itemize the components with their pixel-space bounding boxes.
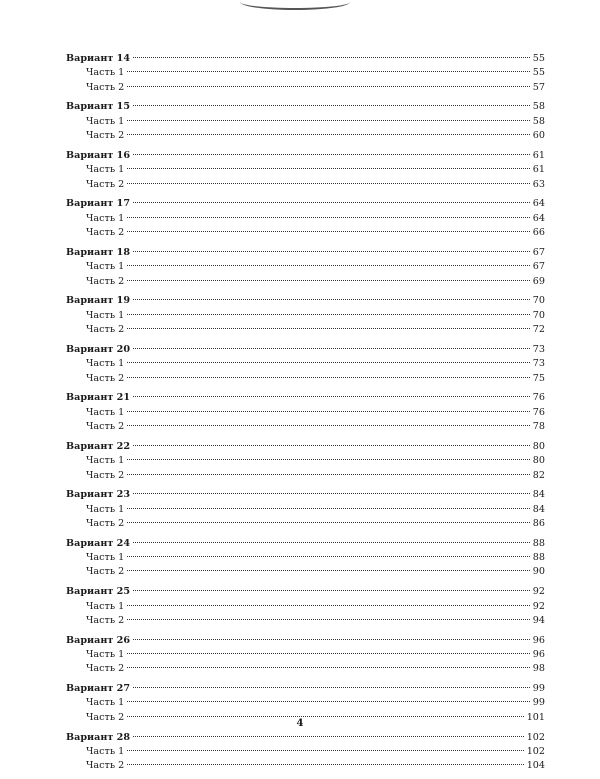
toc-part-entry-label: Часть 1 — [86, 67, 125, 79]
toc-part-entry-page-number: 84 — [532, 503, 545, 515]
toc-section — [66, 440, 545, 483]
dot-leader — [133, 154, 530, 155]
toc-variant-entry-label: Вариант 18 — [66, 246, 131, 258]
toc-variant-entry[interactable] — [66, 537, 545, 551]
toc-part-entry-page-number: 64 — [532, 212, 545, 224]
toc-part-entry-page-number: 55 — [532, 67, 545, 79]
toc-section — [66, 343, 545, 386]
toc-part-entry-page-number: 67 — [532, 261, 545, 273]
toc-variant-entry[interactable] — [66, 246, 545, 260]
toc-variant-entry[interactable] — [66, 294, 545, 308]
dot-leader — [127, 570, 530, 571]
toc-variant-entry-page-number: 96 — [532, 634, 545, 646]
toc-section — [66, 246, 545, 289]
toc-part-entry[interactable] — [66, 662, 545, 676]
toc-variant-entry-page-number: 102 — [526, 731, 545, 743]
toc-part-entry-label: Часть 2 — [86, 663, 125, 675]
dot-leader — [133, 105, 530, 106]
toc-part-entry[interactable] — [66, 178, 545, 192]
dot-leader — [127, 667, 530, 668]
toc-part-entry-page-number: 94 — [532, 614, 545, 626]
toc-section — [66, 391, 545, 434]
toc-part-entry-label: Часть 1 — [86, 261, 125, 273]
dot-leader — [133, 299, 530, 300]
dot-leader — [133, 202, 530, 203]
toc-variant-entry-page-number: 88 — [532, 537, 545, 549]
toc-variant-entry-page-number: 55 — [532, 53, 545, 64]
toc-variant-entry[interactable] — [66, 682, 545, 696]
toc-variant-entry-page-number: 84 — [532, 489, 545, 501]
toc-part-entry-page-number: 90 — [532, 566, 545, 578]
toc-part-entry-label: Часть 2 — [86, 227, 125, 239]
toc-part-entry-label: Часть 1 — [86, 600, 125, 612]
dot-leader — [127, 474, 530, 475]
toc-variant-entry-page-number: 76 — [532, 392, 545, 404]
dot-leader — [133, 396, 530, 397]
toc-part-entry[interactable] — [66, 600, 545, 614]
toc-part-entry[interactable] — [66, 163, 545, 177]
dot-leader — [133, 445, 530, 446]
toc-part-entry-page-number: 86 — [532, 518, 545, 529]
dot-leader — [127, 701, 530, 702]
dot-leader — [127, 716, 523, 717]
dot-leader — [133, 736, 524, 737]
toc-part-entry[interactable] — [66, 212, 545, 226]
toc-section — [66, 634, 545, 677]
toc-part-entry-page-number: 70 — [532, 309, 545, 321]
toc-part-entry-page-number: 96 — [532, 649, 545, 661]
toc-variant-entry-label: Вариант 15 — [66, 101, 131, 113]
toc-part-entry-label: Часть 2 — [86, 81, 125, 93]
dot-leader — [133, 57, 530, 58]
toc-part-entry-page-number: 98 — [532, 663, 545, 675]
toc-part-entry-label: Часть 1 — [86, 552, 125, 564]
toc-variant-entry[interactable] — [66, 731, 545, 745]
toc-part-entry-label: Часть 2 — [86, 614, 125, 626]
toc-variant-entry[interactable] — [66, 391, 545, 405]
toc-part-entry-page-number: 61 — [532, 164, 545, 176]
dot-leader — [133, 493, 530, 494]
toc-part-entry[interactable] — [66, 115, 545, 129]
toc-part-entry[interactable] — [66, 551, 545, 565]
toc-part-entry[interactable] — [66, 648, 545, 662]
toc-part-entry[interactable] — [66, 357, 545, 371]
toc-part-entry-page-number: 80 — [532, 455, 545, 467]
dot-leader — [127, 508, 530, 509]
dot-leader — [127, 265, 530, 266]
toc-part-entry-page-number: 82 — [532, 469, 545, 481]
toc-part-entry-page-number: 63 — [532, 178, 545, 190]
toc-section — [66, 488, 545, 531]
dot-leader — [127, 653, 530, 654]
dot-leader — [127, 280, 530, 281]
toc-variant-entry-page-number: 99 — [532, 683, 545, 695]
dot-leader — [127, 168, 530, 169]
toc-section — [66, 294, 545, 337]
toc-variant-entry-label: Вариант 20 — [66, 343, 131, 355]
toc-variant-entry-page-number: 80 — [532, 440, 545, 452]
toc-section — [66, 585, 545, 628]
toc-part-entry-label: Часть 1 — [86, 455, 125, 467]
toc-part-entry-label: Часть 2 — [86, 518, 125, 529]
toc-section — [66, 537, 545, 580]
toc-part-entry[interactable] — [66, 260, 545, 274]
toc-part-entry[interactable] — [66, 614, 545, 628]
toc-part-entry-label: Часть 1 — [86, 697, 125, 709]
dot-leader — [127, 134, 530, 135]
dot-leader — [127, 764, 523, 765]
toc-part-entry[interactable] — [66, 323, 545, 337]
toc-variant-entry-label: Вариант 19 — [66, 295, 131, 307]
toc-variant-entry-label: Вариант 17 — [66, 198, 131, 210]
toc-variant-entry-label: Вариант 27 — [66, 683, 131, 695]
toc-part-entry-label: Часть 2 — [86, 760, 125, 772]
toc-part-entry-label: Часть 2 — [86, 178, 125, 190]
dot-leader — [127, 362, 530, 363]
toc-part-entry-label: Часть 1 — [86, 212, 125, 224]
toc-part-entry-label: Часть 2 — [86, 711, 125, 723]
toc-variant-entry-label: Вариант 25 — [66, 586, 131, 598]
toc-part-entry[interactable] — [66, 503, 545, 517]
dot-leader — [127, 183, 530, 184]
toc-variant-entry-label: Вариант 16 — [66, 149, 131, 161]
toc-part-entry-label: Часть 2 — [86, 324, 125, 336]
toc-variant-entry-page-number: 70 — [532, 295, 545, 307]
toc-part-entry[interactable] — [66, 745, 545, 759]
dot-leader — [133, 590, 530, 591]
toc-part-entry-label: Часть 1 — [86, 115, 125, 127]
dot-leader — [133, 639, 530, 640]
toc-part-entry[interactable] — [66, 759, 545, 773]
toc-part-entry[interactable] — [66, 469, 545, 483]
toc-part-entry-label: Часть 2 — [86, 469, 125, 481]
toc-part-entry[interactable] — [66, 81, 545, 95]
toc-part-entry-page-number: 66 — [532, 227, 545, 239]
dot-leader — [133, 542, 530, 543]
dot-leader — [127, 328, 530, 329]
toc-section — [66, 52, 545, 95]
toc-part-entry-page-number: 72 — [532, 324, 545, 336]
dot-leader — [133, 251, 530, 252]
toc-part-entry[interactable] — [66, 309, 545, 323]
toc-part-entry[interactable] — [66, 226, 545, 240]
toc-part-entry[interactable] — [66, 129, 545, 143]
toc-part-entry-page-number: 58 — [532, 115, 545, 127]
dot-leader — [127, 605, 530, 606]
toc-part-entry[interactable] — [66, 372, 545, 386]
toc-part-entry[interactable] — [66, 406, 545, 420]
toc-variant-entry-page-number: 61 — [532, 149, 545, 161]
dot-leader — [127, 750, 523, 751]
dot-leader — [127, 619, 530, 620]
toc-variant-entry-label: Вариант 28 — [66, 731, 131, 743]
toc-part-entry-label: Часть 2 — [86, 275, 125, 287]
toc-variant-entry-page-number: 67 — [532, 246, 545, 258]
toc-part-entry-page-number: 102 — [526, 745, 545, 757]
toc-section — [66, 731, 545, 774]
toc-part-entry-page-number: 73 — [532, 358, 545, 370]
toc-variant-entry-page-number: 64 — [532, 198, 545, 210]
dot-leader — [127, 522, 530, 523]
toc-part-entry[interactable] — [66, 454, 545, 468]
toc-variant-entry[interactable] — [66, 634, 545, 648]
toc-part-entry-label: Часть 1 — [86, 503, 125, 515]
dot-leader — [127, 314, 530, 315]
toc-variant-entry[interactable] — [66, 149, 545, 163]
toc-part-entry-label: Часть 1 — [86, 406, 125, 418]
toc-part-entry-label: Часть 1 — [86, 309, 125, 321]
dot-leader — [127, 459, 530, 460]
table-of-contents — [66, 52, 545, 779]
dot-leader — [133, 687, 530, 688]
dot-leader — [127, 556, 530, 557]
dot-leader — [127, 411, 530, 412]
dot-leader — [127, 217, 530, 218]
toc-part-entry-page-number: 88 — [532, 552, 545, 564]
toc-part-entry[interactable] — [66, 275, 545, 289]
toc-part-entry-label: Часть 1 — [86, 649, 125, 661]
toc-variant-entry[interactable] — [66, 488, 545, 502]
toc-section — [66, 197, 545, 240]
toc-variant-entry[interactable] — [66, 197, 545, 211]
toc-variant-entry[interactable] — [66, 440, 545, 454]
toc-part-entry-page-number: 57 — [532, 81, 545, 93]
dot-leader — [127, 377, 530, 378]
page-number: 4 — [296, 718, 304, 729]
dot-leader — [127, 231, 530, 232]
dot-leader — [127, 71, 530, 72]
toc-variant-entry[interactable] — [66, 100, 545, 114]
toc-variant-entry[interactable] — [66, 585, 545, 599]
toc-variant-entry-label: Вариант 26 — [66, 634, 131, 646]
toc-part-entry[interactable] — [66, 696, 545, 710]
toc-variant-entry-label: Вариант 24 — [66, 537, 131, 549]
dot-leader — [127, 86, 530, 87]
dot-leader — [133, 348, 530, 349]
toc-part-entry-label: Часть 2 — [86, 372, 125, 384]
toc-section — [66, 100, 545, 143]
toc-part-entry-page-number: 69 — [532, 275, 545, 287]
toc-variant-entry[interactable] — [66, 52, 545, 66]
toc-variant-entry[interactable] — [66, 343, 545, 357]
dot-leader — [127, 425, 530, 426]
toc-part-entry[interactable] — [66, 517, 545, 531]
toc-part-entry-label: Часть 2 — [86, 566, 125, 578]
toc-variant-entry-page-number: 58 — [532, 101, 545, 113]
toc-part-entry-page-number: 101 — [526, 711, 545, 723]
toc-variant-entry-label: Вариант 14 — [66, 53, 131, 64]
toc-part-entry-page-number: 60 — [532, 130, 545, 142]
toc-part-entry-label: Часть 1 — [86, 164, 125, 176]
toc-part-entry-page-number: 76 — [532, 406, 545, 418]
toc-part-entry-page-number: 92 — [532, 600, 545, 612]
toc-part-entry[interactable] — [66, 66, 545, 80]
toc-part-entry-label: Часть 1 — [86, 358, 125, 370]
toc-part-entry[interactable] — [66, 420, 545, 434]
toc-part-entry-page-number: 78 — [532, 421, 545, 433]
dot-leader — [127, 120, 530, 121]
toc-part-entry-page-number: 75 — [532, 372, 545, 384]
toc-variant-entry-label: Вариант 22 — [66, 440, 131, 452]
page-top-ornament — [240, 0, 350, 10]
toc-variant-entry-page-number: 92 — [532, 586, 545, 598]
toc-part-entry-label: Часть 1 — [86, 745, 125, 757]
toc-part-entry-label: Часть 2 — [86, 421, 125, 433]
toc-part-entry-label: Часть 2 — [86, 130, 125, 142]
toc-part-entry-page-number: 99 — [532, 697, 545, 709]
toc-variant-entry-label: Вариант 23 — [66, 489, 131, 501]
toc-variant-entry-label: Вариант 21 — [66, 392, 131, 404]
toc-part-entry-page-number: 104 — [526, 760, 545, 772]
toc-variant-entry-page-number: 73 — [532, 343, 545, 355]
toc-section — [66, 149, 545, 192]
toc-part-entry[interactable] — [66, 565, 545, 579]
